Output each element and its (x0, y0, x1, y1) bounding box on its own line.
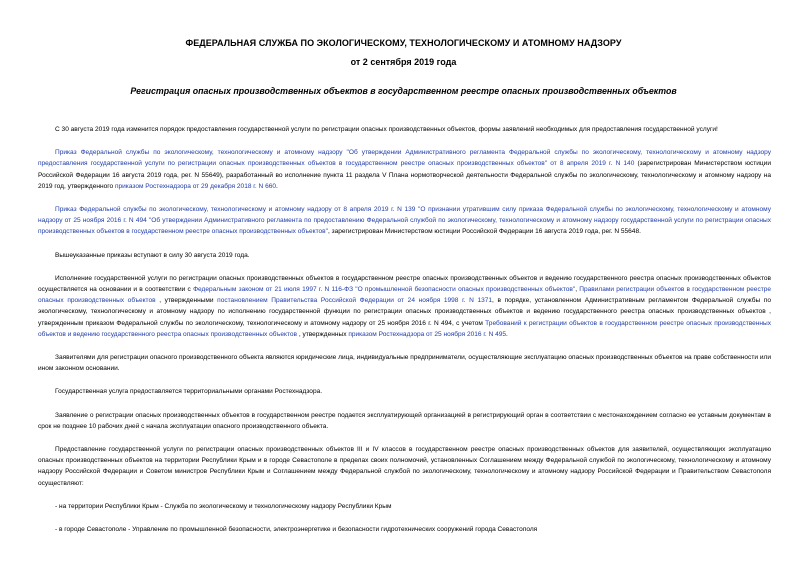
legal-basis-text-2: , (575, 286, 580, 294)
legal-basis-text-5: , утвержденным приказом Федеральной службы по экологическому, технологическому и атомному надзору от 25 ноября 2016 г. N 494, с учетом (38, 308, 772, 327)
decree-1371-link[interactable]: постановлением Правительства Российской Федерации от 24 ноября 1998 г. N 1371 (217, 297, 493, 305)
list-item: - на территории Республики Крым - Служба по экологическому и технологическому надзору Республики Крым (55, 502, 392, 510)
registration-rules-link[interactable]: Правилами регистрации объектов в государственном реестре опасных производственных объектов (38, 286, 771, 305)
paragraph-provider: Государственная услуга предоставляется территориальными органами Ростехнадзора. (55, 388, 323, 396)
legal-basis-text-1: Исполнение государственной услуги по регистрации опасных производственных объектов в государственном реестре опасных производственных объектов и ведению государственного реестра опасных производственных объектов осуществляется на основании и в соответствии с (38, 274, 771, 294)
list-item: - в городе Севастополе - Управление по промышленной безопасности, электроэнергетике и безопасности гидротехнических сооружений города Севастополя (55, 526, 538, 534)
order-139-link[interactable]: Приказ Федеральной службы по экологическому, технологическому и атомному надзору от 8 апреля 2019 г. N 139 "О признании утратившим силу приказа Федеральной службы по экологическому, технологическому и атомному надзору от 25 ноября 2016 г. N 494 "Об утверждении Административного регламента по предоставлению Федеральной службой по экологическому, технологическому и атомному надзору государственной услуги по регистрации опасных производственных объектов в государственном реестре опасных производственных объектов" (38, 206, 771, 236)
order-495-link[interactable]: приказом Ростехнадзора от 25 ноября 2016 г. N 495 (348, 330, 507, 338)
paragraph-application: Заявление о регистрации опасных производственных объектов в государственном реестре подается эксплуатирующей организацией в регистрирующий орган в соответствии с местонахождением согласно ее уставным документам в срок не позднее 10 рабочих дней с начала эксплуатации опасного производственного объекта. (38, 411, 771, 430)
paragraph-effective-date: Вышеуказанные приказы вступают в силу 30 августа 2019 года. (55, 251, 250, 259)
legal-basis-text-6: , утвержденных (297, 330, 349, 338)
paragraph-applicants: Заявителями для регистрации опасного производственного объекта являются юридические лица, индивидуальные предприниматели, осуществляющие эксплуатацию опасных производственных объектов на праве собственности или ином законном основании. (38, 354, 771, 373)
paragraph-legal-basis (38, 273, 771, 340)
paragraph-crimea-sevastopol: Предоставление государственной услуги по регистрации опасных производственных объектов III и IV классов в государственном реестре опасных производственных объектов для заявителей, осуществляющих эксплуатацию опасных производственных объектов на территории Республики Крым и в городе Севастополе в пределах своих полномочий, установленных Соглашением между Федеральной службой по экологическому, технологическому и атомному надзору Российской Федерации и Советом министров Республики Крым и Соглашением между Федеральной службой по экологическому, технологическому и атомному надзору Российской Федерации и Правительством Севастополя осуществляют: (38, 446, 771, 487)
paragraph-order-140 (38, 147, 771, 192)
order-140-text: (зарегистрирован Министерством юстиции Российской Федерации 16 августа 2019 года, рег. N 55649), разработанный во исполнение пункта 11 раздела V Плана нормотворческой деятельности Федеральной службы по экологическому, технологическому и атомному надзору на 2019 год, утвержденного (38, 160, 771, 190)
document-body (38, 124, 771, 535)
order-140-link[interactable]: Приказ Федеральной службы по экологическому, технологическому и атомному надзору "Об утверждении Административного регламента Федеральной службы по экологическому, технологическому и атомному надзору предоставления государственной услуги по регистрации опасных производственных объектов в государственном реестре опасных производственных объектов" от 8 апреля 2019 г. N 140 (38, 149, 771, 168)
order-140-end: . (276, 182, 278, 190)
order-660-link[interactable]: приказом Ростехнадзора от 29 декабря 2018 г. N 660 (114, 182, 276, 190)
paragraph-intro: С 30 августа 2019 года изменится порядок предоставления государственной услуги по регистрации опасных производственных объектов, формы заявлений необходимых для предоставления государственной услуги! (55, 126, 718, 133)
document-title: Регистрация опасных производственных объектов в государственном реестре опасных производственных объектов (130, 86, 677, 96)
legal-basis-text-4: , в порядке, установленном Административным регламентом Федеральной службы по экологическому, технологическому и атомному надзору по исполнению государственной функции по регистрации опасных производственных объектов и ведению государственного реестра опасных производственных объектов (38, 297, 771, 316)
document-date: от 2 сентября 2019 года (350, 57, 457, 67)
legal-basis-text-7: . (506, 330, 508, 338)
order-139-text: , зарегистрирован Министерством юстиции Российской Федерации 16 августа 2019 года, рег. N 55648. (327, 228, 641, 236)
registration-requirements-link[interactable]: Требований к регистрации объектов в государственном реестре опасных производственных объектов и ведению государственного реестра опасных производственных объектов (38, 319, 771, 338)
federal-law-116-link[interactable]: Федеральным законом от 21 июля 1997 г. N 116-ФЗ "О промышленной безопасности опасных производственных объектов" (193, 286, 576, 294)
organization-heading: ФЕДЕРАЛЬНАЯ СЛУЖБА ПО ЭКОЛОГИЧЕСКОМУ, ТЕХНОЛОГИЧЕСКОМУ И АТОМНОМУ НАДЗОРУ (185, 38, 622, 48)
legal-basis-text-3: , утвержденными (155, 297, 218, 305)
authorities-list (38, 501, 771, 535)
paragraph-order-139 (38, 204, 771, 238)
